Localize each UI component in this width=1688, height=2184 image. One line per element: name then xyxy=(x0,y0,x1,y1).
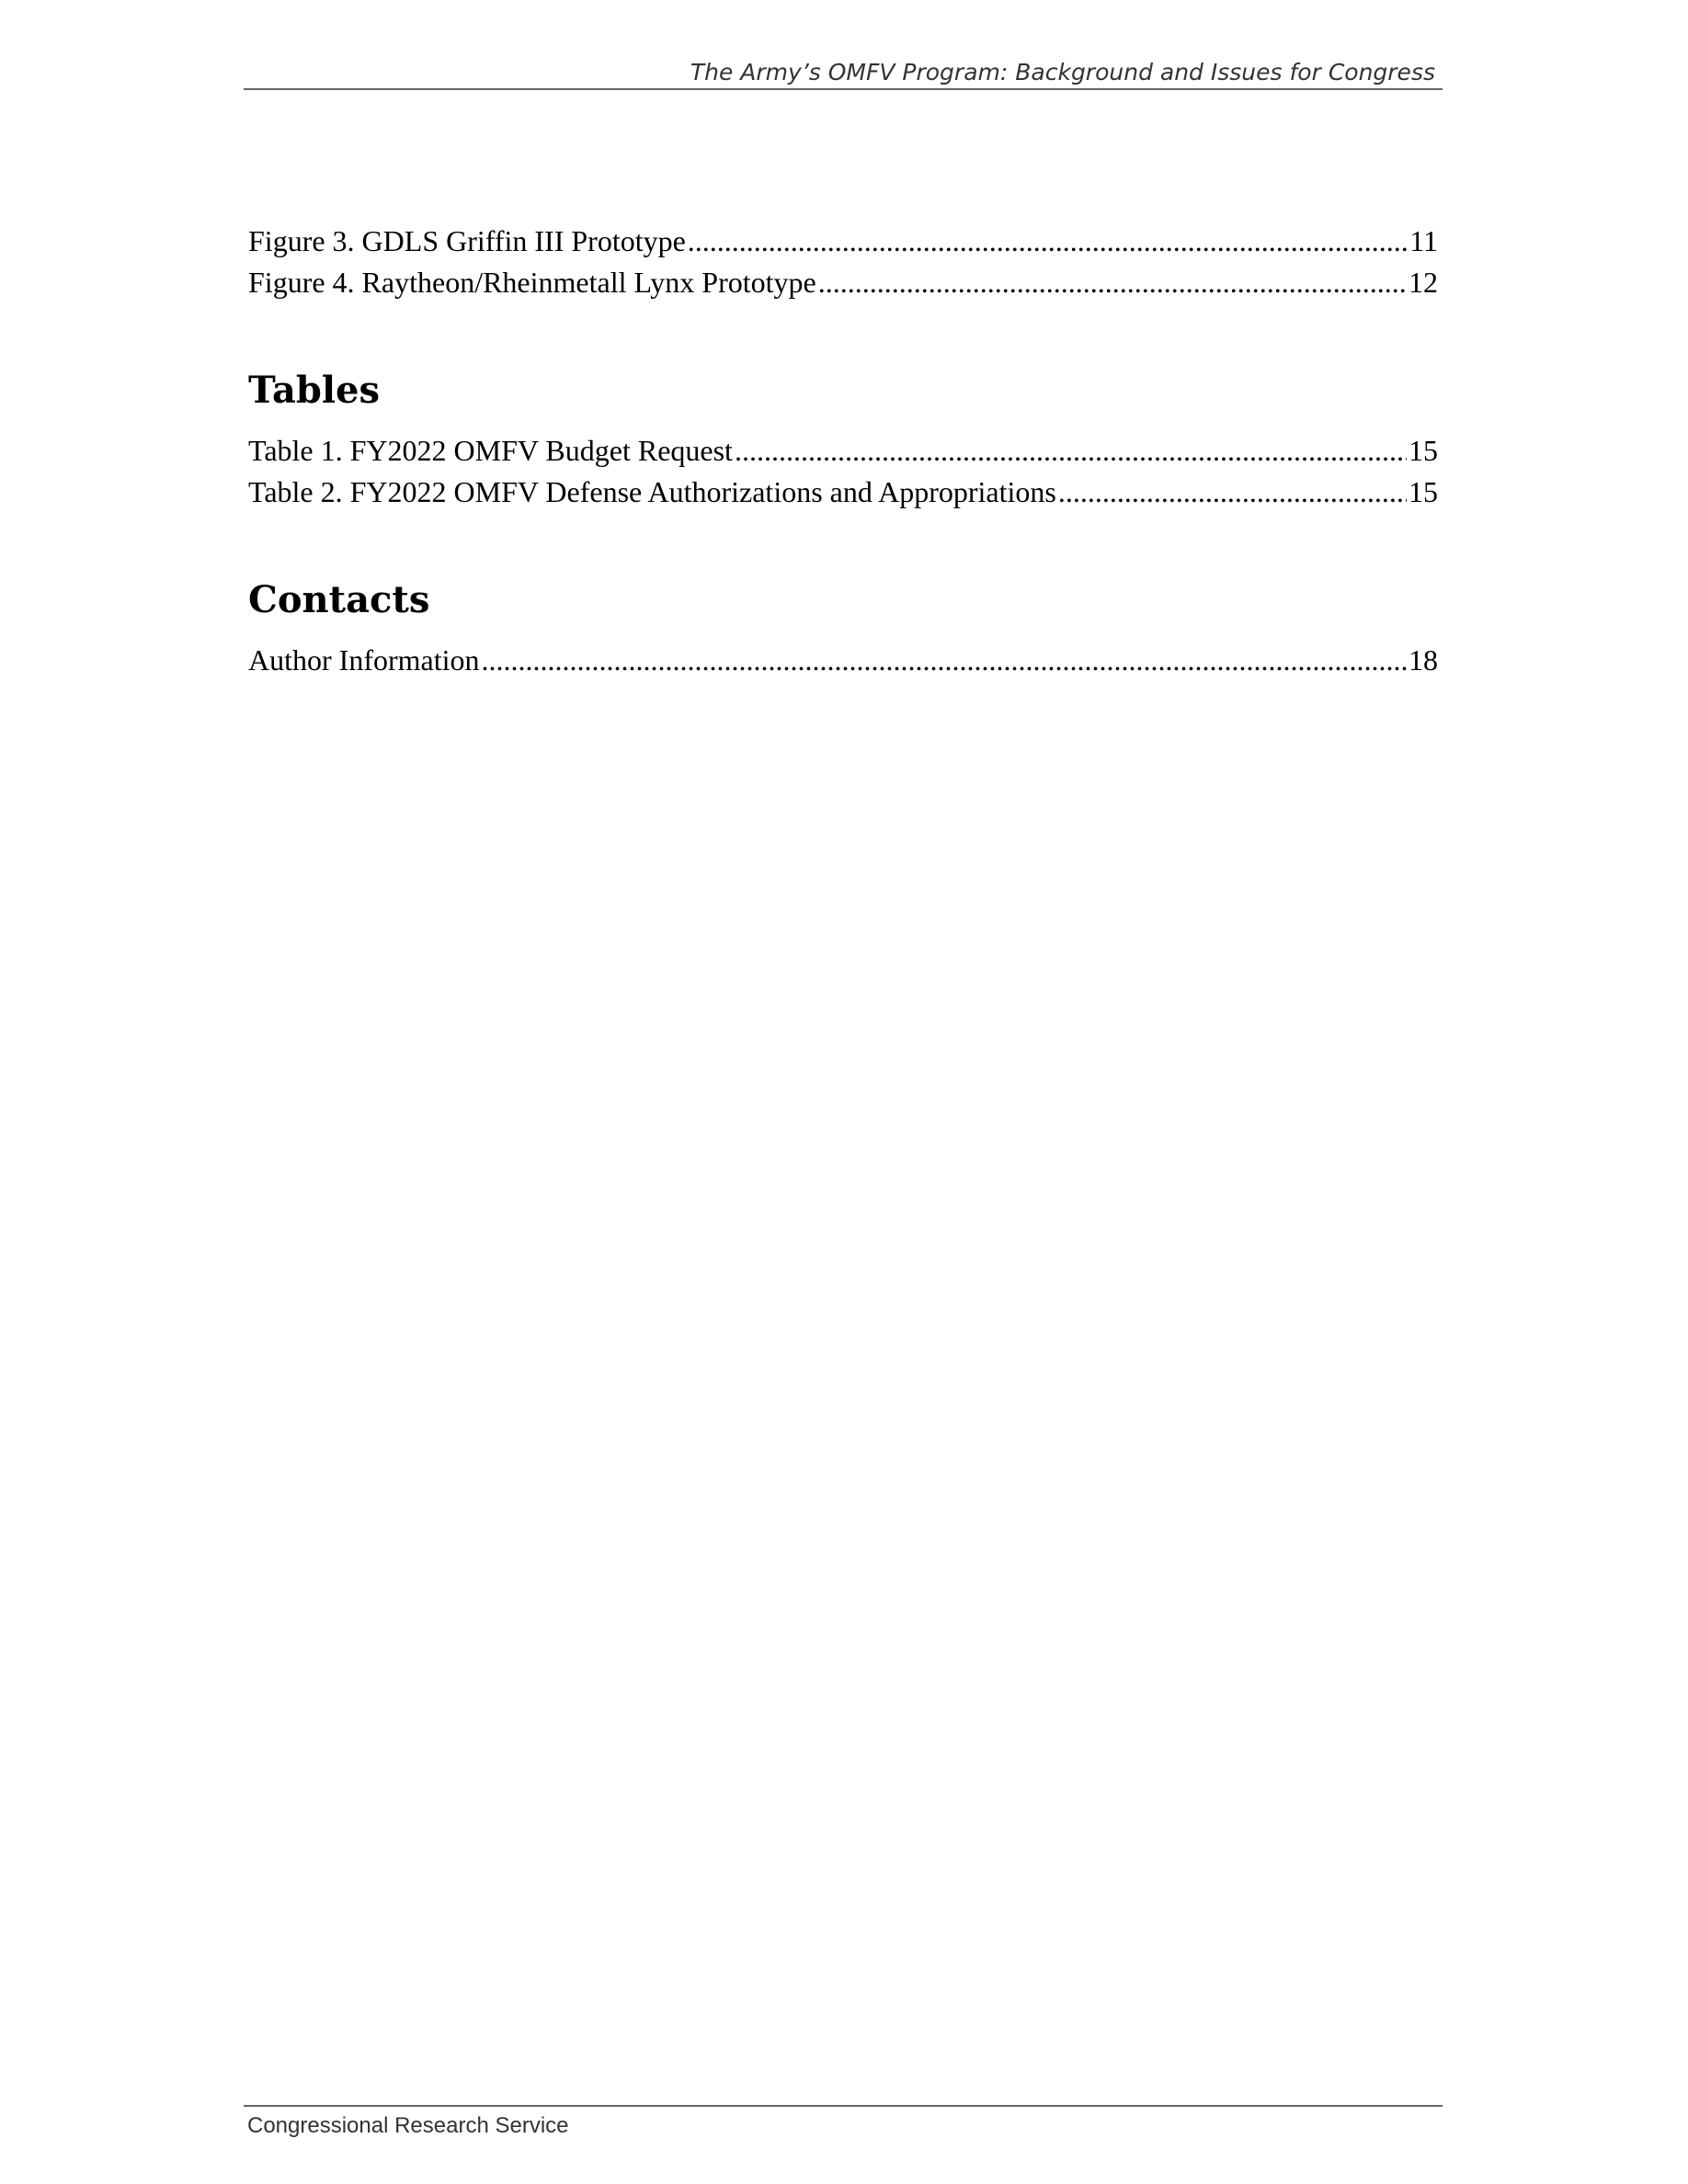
toc-entry-author-information[interactable] xyxy=(248,640,1438,681)
toc-entry-figure-3[interactable] xyxy=(248,221,1438,262)
toc-entry-title: Table 1. FY2022 OMFV Budget Request xyxy=(248,434,733,467)
toc-entry-page: 11 xyxy=(1409,224,1438,257)
toc-entry-title: Table 2. FY2022 OMFV Defense Authorizations and Appropriations xyxy=(248,475,1056,508)
running-header-title: The Army’s OMFV Program: Background and Issues for Congress xyxy=(690,59,1435,85)
toc-entry-figure-4[interactable] xyxy=(248,262,1438,303)
toc-dot-leader xyxy=(1058,472,1407,513)
toc-entry-title: Figure 3. GDLS Griffin III Prototype xyxy=(248,224,686,257)
running-footer xyxy=(244,2105,1443,2140)
toc-entry-page: 12 xyxy=(1409,266,1438,299)
toc-dot-leader xyxy=(818,262,1407,303)
toc-dot-leader xyxy=(482,640,1408,681)
contacts-list xyxy=(248,575,1438,681)
toc-entry-title: Author Information xyxy=(248,643,480,677)
toc-dot-leader xyxy=(735,430,1407,472)
table-of-contents xyxy=(248,221,1438,681)
figures-list xyxy=(248,221,1438,303)
toc-dot-leader xyxy=(688,221,1408,262)
toc-entry-page: 15 xyxy=(1409,475,1438,508)
contacts-heading: Contacts xyxy=(248,578,430,621)
tables-list xyxy=(248,366,1438,513)
tables-heading: Tables xyxy=(248,369,380,412)
toc-entry-title: Figure 4. Raytheon/Rheinmetall Lynx Prototype xyxy=(248,266,816,299)
toc-entry-page: 18 xyxy=(1409,643,1438,677)
toc-entry-table-2[interactable] xyxy=(248,472,1438,513)
toc-entry-table-1[interactable] xyxy=(248,430,1438,472)
running-header xyxy=(244,57,1443,90)
footer-organization: Congressional Research Service xyxy=(247,2113,569,2138)
toc-entry-page: 15 xyxy=(1409,434,1438,467)
